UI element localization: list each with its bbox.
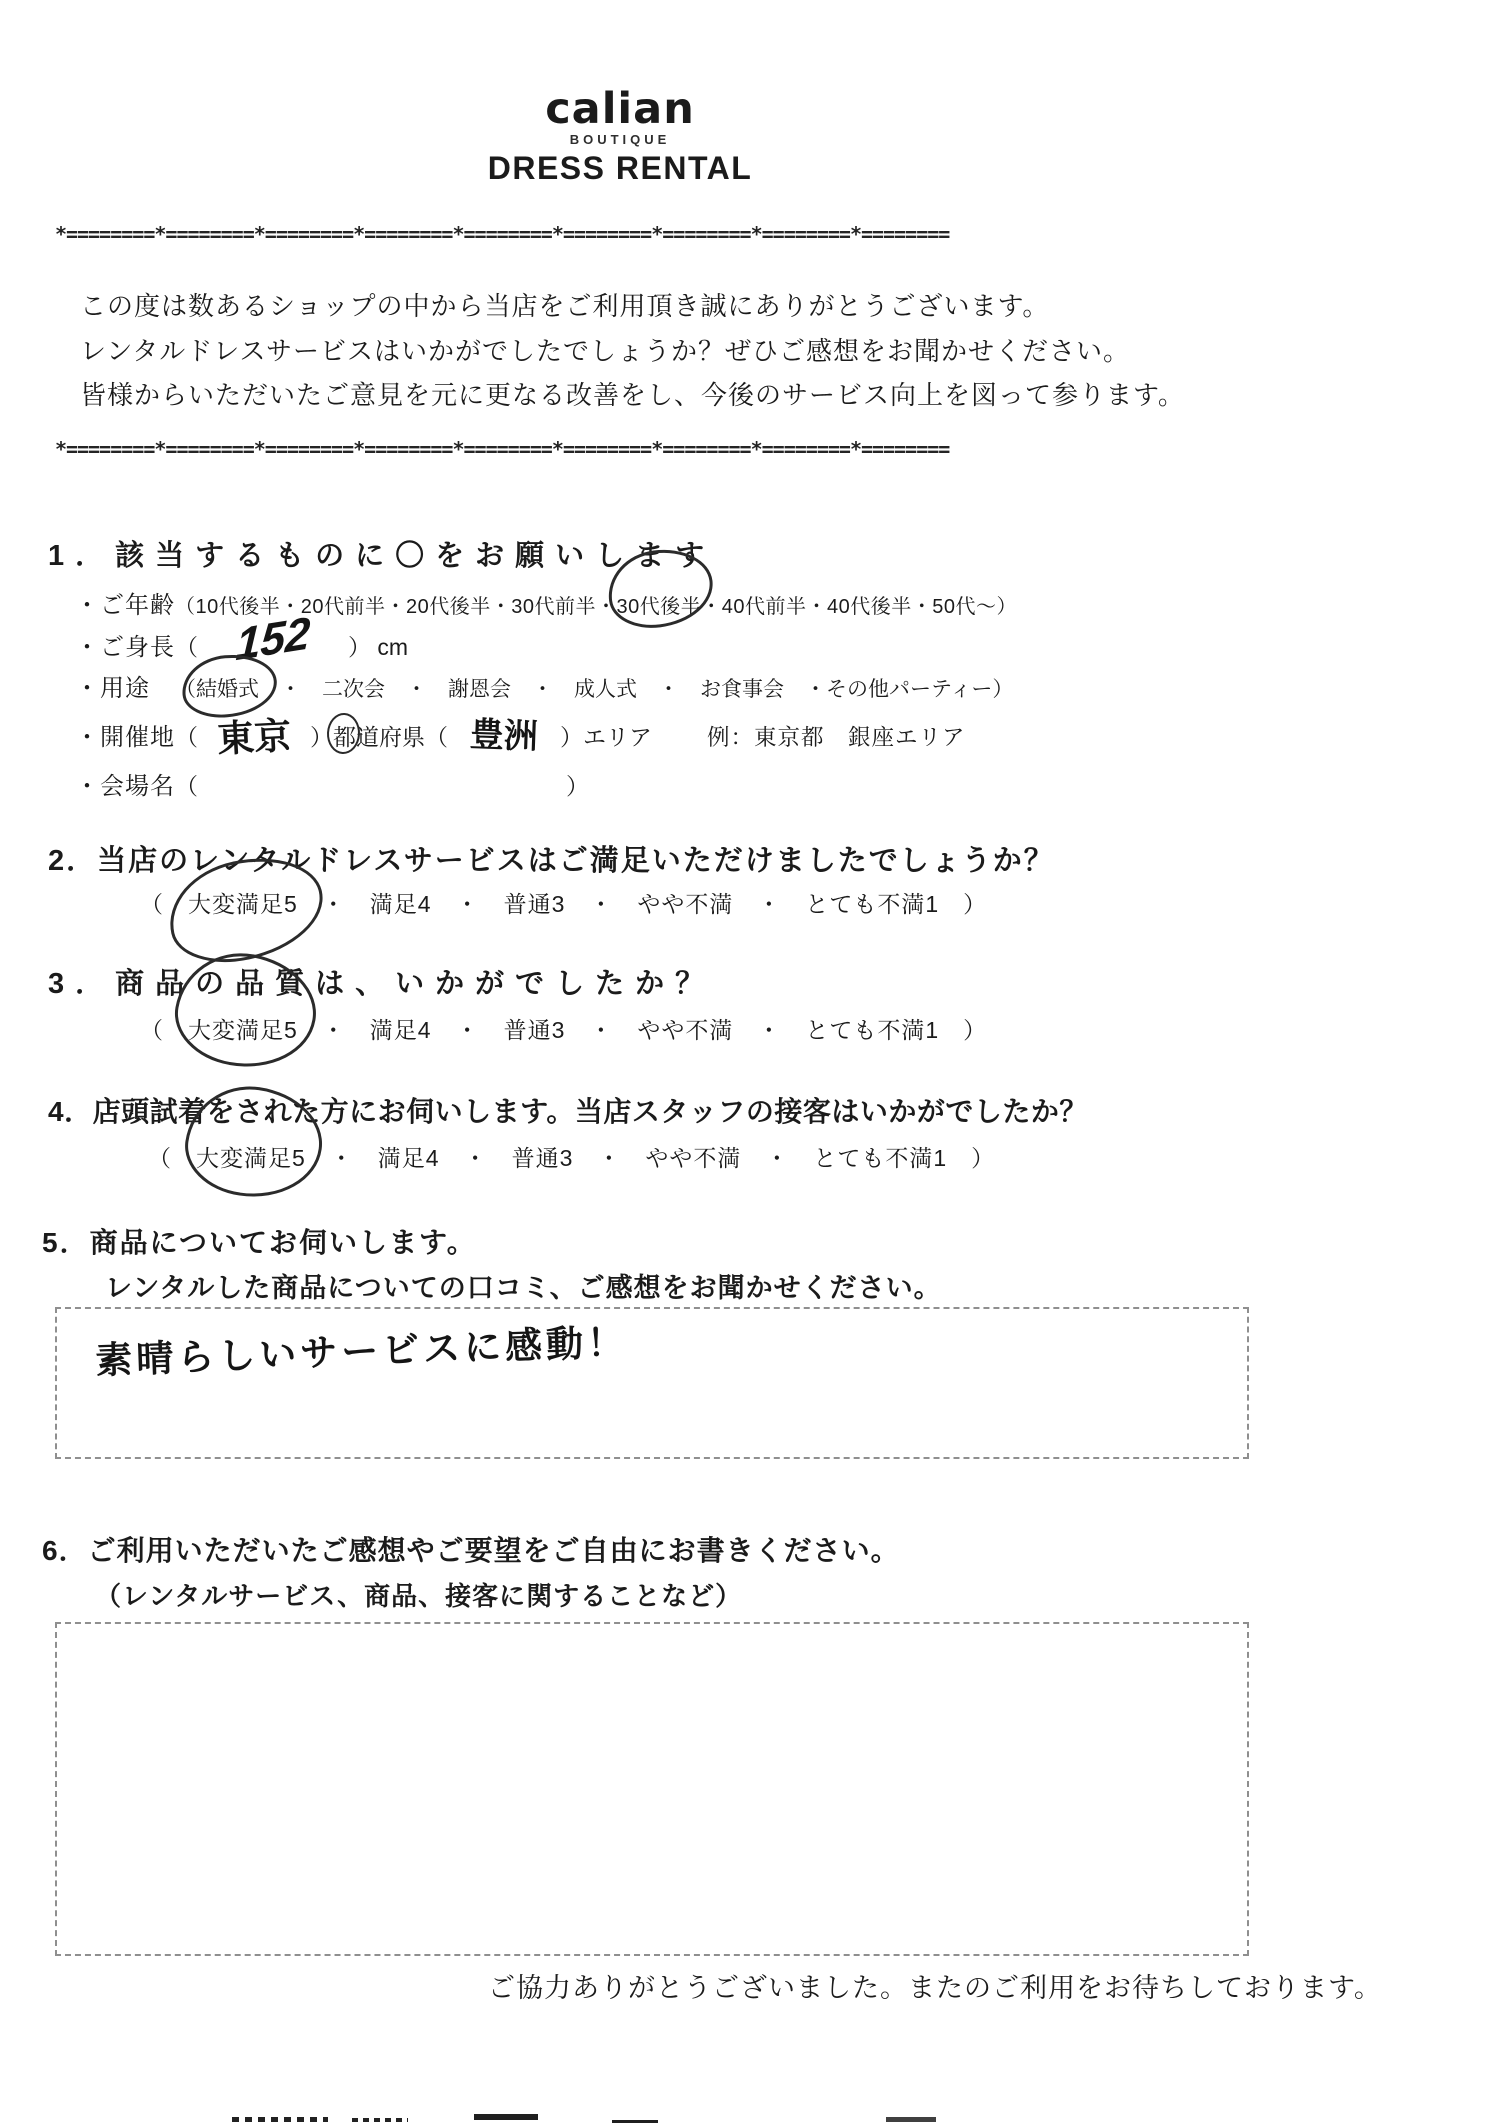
q3-open-paren: （ [140, 1017, 188, 1043]
q1-purpose-options [175, 678, 1013, 701]
q3-rating-row [140, 1012, 987, 1045]
handwritten-comment: 素晴らしいサービスに感動！ [94, 1321, 629, 1382]
scan-artifact [886, 2117, 936, 2122]
q1-age-selected-label: 30代後半 [616, 596, 702, 618]
q1-venue-label: ・会場名 [75, 773, 175, 800]
q3-selected-rating-label: 大変満足5 [188, 1017, 298, 1043]
intro-line-1: この度は数あるショップの中から当店をご利用頂き誠にありがとうございます。 [80, 291, 1050, 321]
q1-location-open-paren-2: （ [425, 724, 448, 751]
q2-selected-rating [188, 886, 298, 919]
q1-venue-field: （ ） [175, 773, 589, 799]
q6-title: 6．ご利用いただいたご感想やご要望をご自由にお書きください。 [42, 1535, 900, 1566]
q1-purpose-row [75, 668, 1013, 703]
q1-purpose-options-post: ・ 二次会 ・ 謝恩会 ・ 成人式 ・ お食事会 ・その他パーティー） [259, 678, 1014, 701]
q4-rating-row [148, 1140, 995, 1173]
q2-title: 2．当店のレンタルドレスサービスはご満足いただけましたでしょうか？ [48, 845, 1055, 877]
q1-purpose-selected [196, 673, 259, 703]
q1-purpose-open-paren: （ [175, 678, 196, 701]
intro-paragraph [80, 284, 1185, 418]
q4-selected-rating-label: 大変満足5 [196, 1145, 306, 1171]
intro-line-3: 皆様からいただいたご意見を元に更なる改善をし、今後のサービス向上を図って参ります。 [80, 380, 1185, 410]
q1-age-options-pre: （10代後半・20代前半・20代後半・30代前半・ [175, 596, 617, 618]
q1-purpose-label: ・用途 [75, 675, 150, 702]
q1-title: 1．該当するものに〇をお願いします [48, 540, 716, 572]
q1-height-open-paren: （ [175, 634, 198, 661]
q6-free-comment-box [55, 1622, 1249, 1956]
q3-title: 3．商品の品質は、いかがでしたか？ [48, 968, 716, 1000]
q1-age-label: ・ご年齢 [75, 592, 175, 619]
q1-venue-row [75, 766, 589, 801]
q1-height-label: ・ご身長 [75, 634, 175, 662]
logo [420, 84, 820, 187]
q1-location-pref-circled-char: 都 [333, 724, 356, 751]
q1-location-close-paren: ） [310, 724, 333, 751]
brand-subtitle: BOUTIQUE [569, 132, 671, 147]
handwritten-area-value: 豊洲 [469, 715, 539, 756]
handwritten-city-value: 東京 [216, 715, 293, 760]
q1-location-pref-selected [333, 719, 356, 752]
q1-location-example: 例：東京都 銀座エリア [707, 725, 966, 751]
separator-line-top: *========*========*========*========*========*========*========*========*======== [55, 222, 950, 246]
q1-location-label: ・開催地 [75, 724, 175, 752]
q2-selected-rating-label: 大変満足5 [188, 891, 298, 917]
q1-age-options-post: ・40代前半・40代後半・50代～） [701, 596, 1017, 618]
q2-open-paren: （ [140, 891, 188, 917]
q1-location-row [75, 712, 966, 766]
scan-artifact [232, 2117, 328, 2122]
scan-artifact [612, 2120, 658, 2123]
scan-artifact [474, 2114, 538, 2120]
q1-location-pref-rest: 道府県 [356, 724, 425, 751]
q4-open-paren: （ [148, 1145, 196, 1171]
q1-location-open-paren: （ [175, 724, 198, 751]
q1-location-close-paren-2: ）エリア [560, 724, 652, 751]
q3-selected-rating [188, 1012, 298, 1045]
footer-thanks-text: ご協力ありがとうございました。またのご利用をお待ちしております。 [488, 1973, 1382, 2003]
q5-comment-box [55, 1307, 1249, 1459]
scan-artifact [352, 2118, 408, 2122]
q2-rating-options: ・ 満足4 ・ 普通3 ・ やや不満 ・ とても不満1 ） [297, 891, 988, 917]
q4-title: 4．店頭試着をされた方にお伺いします。当店スタッフの接客はいかがでしたか？ [48, 1096, 1088, 1127]
brand-name: calian [545, 84, 695, 134]
q1-purpose-selected-label: 結婚式 [196, 678, 259, 701]
q1-height-close-paren: ） cm [348, 634, 409, 661]
service-title: DRESS RENTAL [487, 150, 753, 186]
q6-subtitle: （レンタルサービス、商品、接客に関することなど） [95, 1581, 743, 1611]
q2-rating-row [140, 886, 987, 919]
handwritten-height-value: 152 [234, 606, 312, 671]
q4-selected-rating [196, 1140, 306, 1173]
q1-age-row [75, 585, 1017, 620]
q1-age-selected [616, 590, 701, 619]
q5-title: 5．商品についてお伺いします。 [42, 1227, 477, 1258]
intro-line-2: レンタルドレスサービスはいかがでしたでしょうか？ぜひご感想をお聞かせください。 [80, 335, 1131, 366]
q5-subtitle: レンタルした商品についての口コミ、ご感想をお聞かせください。 [105, 1273, 942, 1303]
q4-rating-options: ・ 満足4 ・ 普通3 ・ やや不満 ・ とても不満1 ） [305, 1145, 996, 1171]
q3-rating-options: ・ 満足4 ・ 普通3 ・ やや不満 ・ とても不満1 ） [297, 1017, 988, 1043]
separator-line-bottom: *========*========*========*========*========*========*========*========*======== [55, 437, 950, 461]
